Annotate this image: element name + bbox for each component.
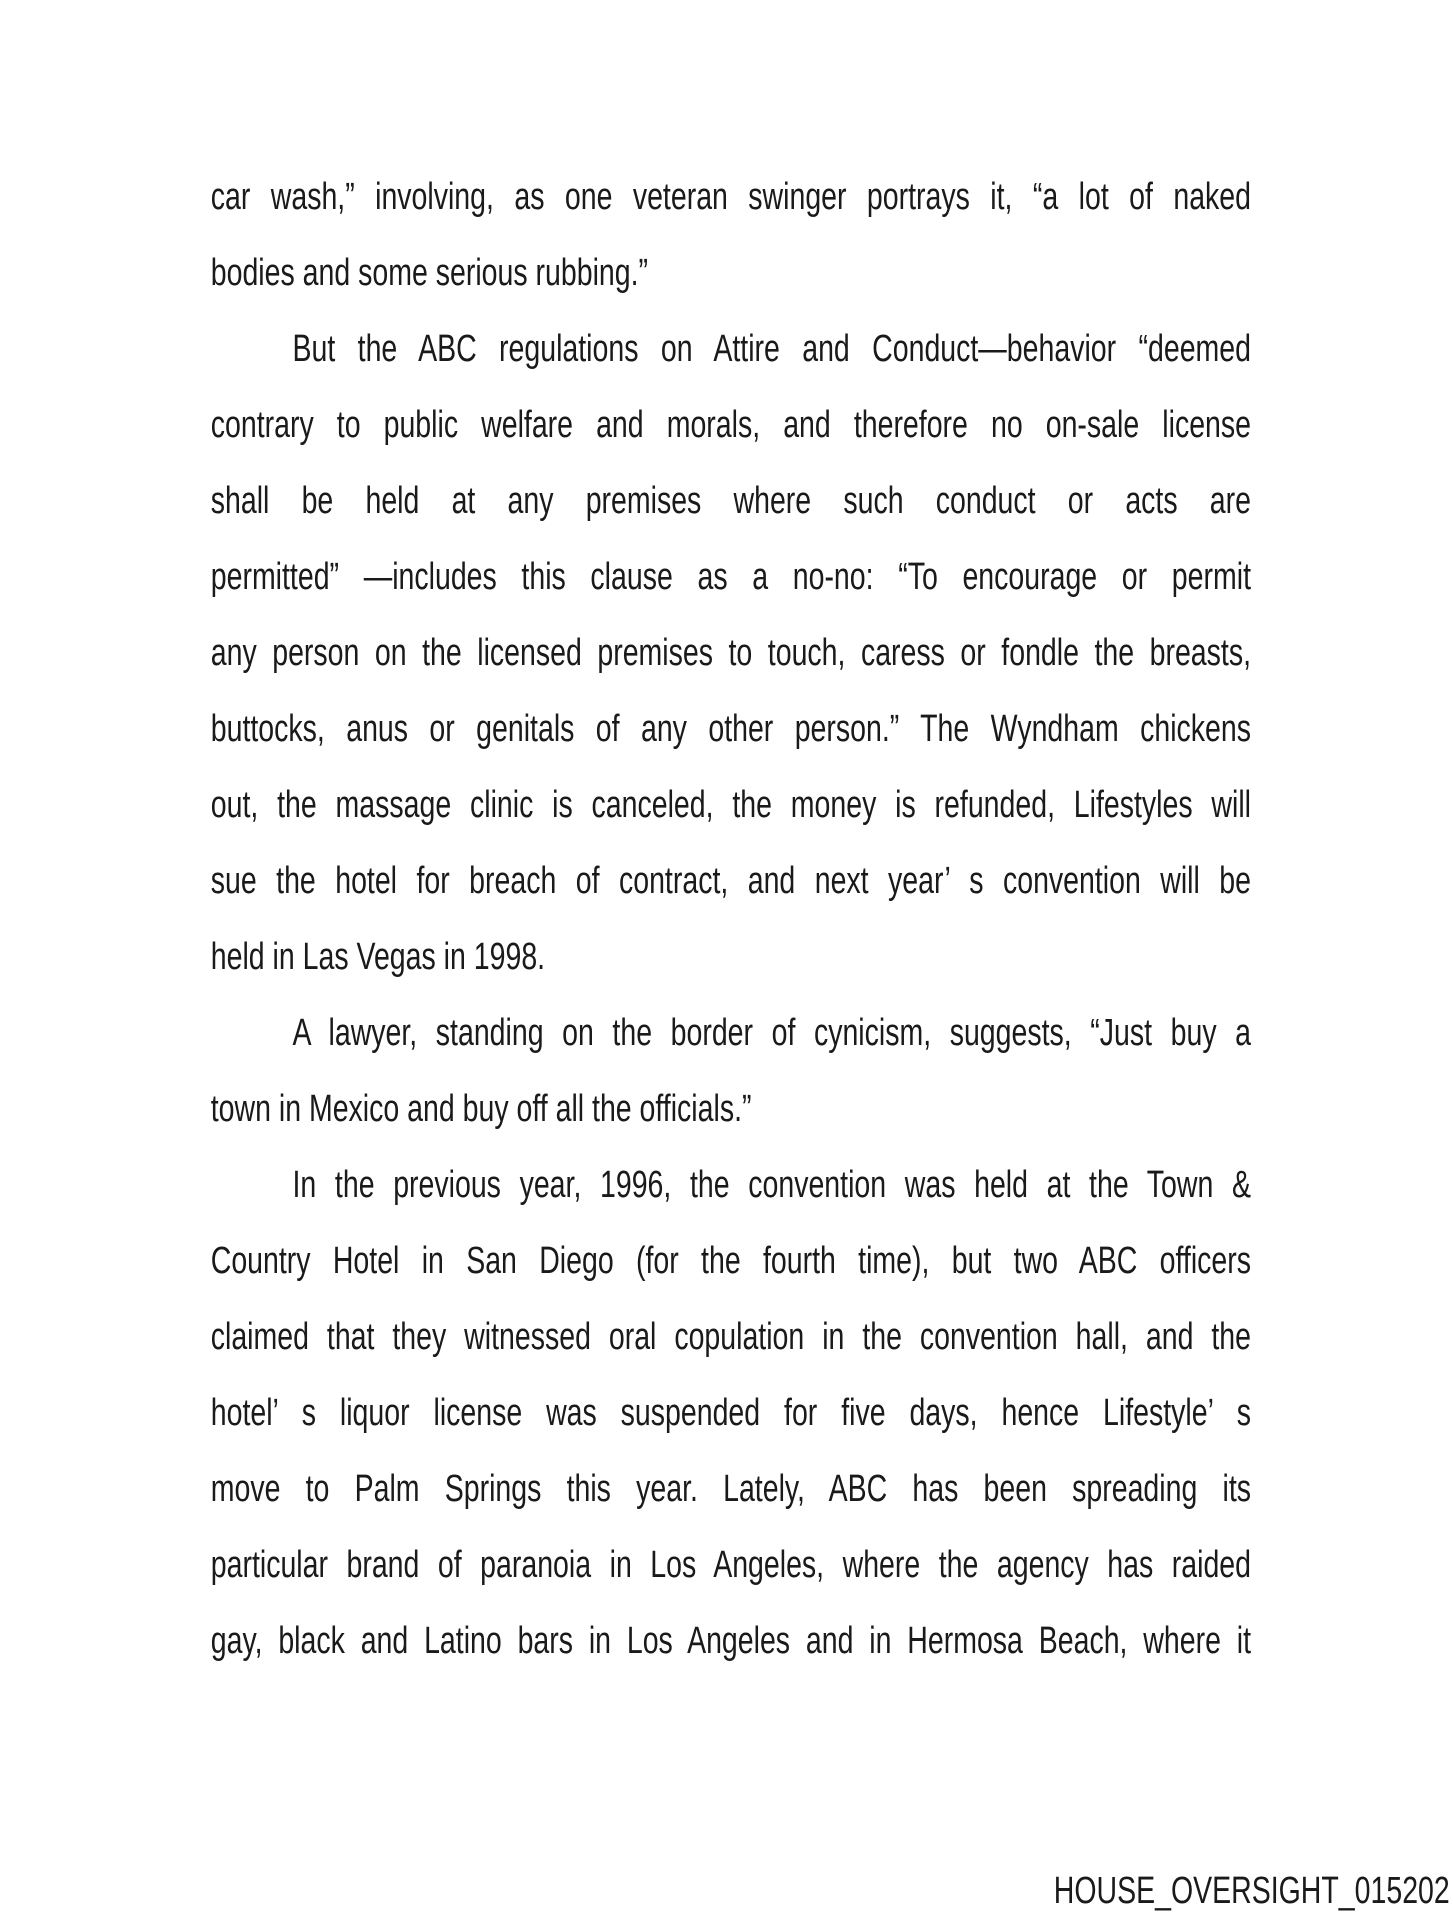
- text-line: gay, black and Latino bars in Los Angeles and in Hermosa Beach, where it: [210, 1620, 1251, 1662]
- text-line: held in Las Vegas in 1998.: [210, 936, 546, 978]
- text-line: move to Palm Springs this year. Lately, ABC has been spreading its: [210, 1468, 1251, 1510]
- text-line: hotel’ s liquor license was suspended for five days, hence Lifestyle’ s: [210, 1392, 1251, 1434]
- text-line: any person on the licensed premises to touch, caress or fondle the breasts,: [210, 632, 1251, 674]
- text-line: out, the massage clinic is canceled, the money is refunded, Lifestyles will: [210, 784, 1251, 826]
- text-line: But the ABC regulations on Attire and Conduct—behavior “deemed: [292, 328, 1251, 370]
- text-line: car wash,” involving, as one veteran swinger portrays it, “a lot of naked: [210, 176, 1251, 218]
- text-line: buttocks, anus or genitals of any other person.” The Wyndham chickens: [210, 708, 1251, 750]
- text-line: bodies and some serious rubbing.”: [210, 252, 649, 294]
- text-line: In the previous year, 1996, the convention was held at the Town &: [292, 1164, 1251, 1206]
- text-line: shall be held at any premises where such conduct or acts are: [210, 480, 1251, 522]
- text-line: claimed that they witnessed oral copulation in the convention hall, and the: [210, 1316, 1251, 1358]
- bates-number: HOUSE_OVERSIGHT_015202: [1053, 1870, 1450, 1912]
- text-line: Country Hotel in San Diego (for the fourth time), but two ABC officers: [210, 1240, 1251, 1282]
- text-line: permitted” —includes this clause as a no-no: “To encourage or permit: [210, 556, 1251, 598]
- text-line: town in Mexico and buy off all the officials.”: [210, 1088, 752, 1130]
- text-line: particular brand of paranoia in Los Angeles, where the agency has raided: [210, 1544, 1251, 1586]
- text-line: sue the hotel for breach of contract, and next year’ s convention will be: [210, 860, 1251, 902]
- text-line: A lawyer, standing on the border of cynicism, suggests, “Just buy a: [292, 1012, 1251, 1054]
- text-line: contrary to public welfare and morals, and therefore no on-sale license: [210, 404, 1251, 446]
- body-text: [211, 159, 1251, 1679]
